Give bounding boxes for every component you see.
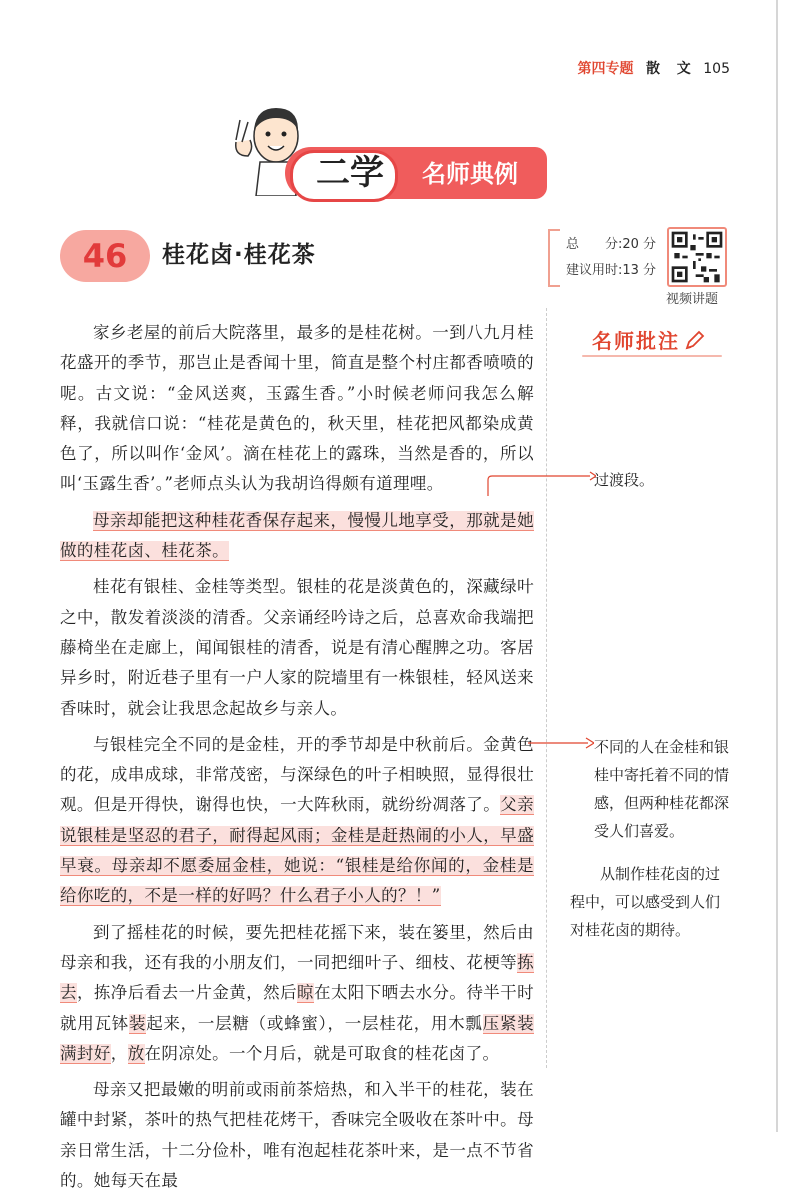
lesson-title: 桂花卤·桂花茶 [162,242,316,268]
paragraph-5-text: 到了摇桂花的时候，要先把桂花摇下来，装在篓里，然后由母亲和我，还有我的小朋友们，一同把细叶子、细枝、花梗等 [60,922,534,972]
sidebar-title-underline [582,355,722,357]
article-body [60,318,534,1202]
lesson-number: 46 [82,237,128,275]
sidebar-title: 名师批注 [592,329,680,353]
paragraph-4-text: 与银桂完全不同的是金桂，开的季节却是中秋前后。金黄色的花，成串成球，非常茂密，与深绿色的叶子相映照，显得很壮观。但是开得快，谢得也快，一大阵秋雨，就纷纷凋落了。 [60,734,534,815]
paragraph-1: 家乡老屋的前后大院落里，最多的是桂花树。一到八九月桂花盛开的季节，那岂止是香闻十里，简直是整个村庄都香喷喷的呢。古文说：“金风送爽，玉露生香。”小时候老师问我怎么解释，我就信口说：“桂花是黄色的，秋天里，桂花把风都染成黄色了，所以叫作‘金风’。滴在桂花上的露珠，当然是香的，所以叫‘玉露生香’。”老师点头认为我胡诌得颇有道理哩。 [60,323,534,494]
paragraph-5 [60,918,534,1069]
verb-mark: 晾 [297,983,314,1003]
qr-code[interactable] [667,227,727,287]
header-section: 散 文 [645,61,697,77]
paragraph-3: 桂花有银桂、金桂等类型。银桂的花是淡黄色的，深藏绿叶之中，散发着淡淡的清香。父亲诵经吟诗之后，总喜欢命我端把藤椅坐在走廊上，闻闻银桂的清香，说是有清心醒脾之功。客居异乡时，附近巷子里有一户人家的院墙里有一株银桂，轻风送来香味时，就会让我思念起故乡与亲人。 [60,577,534,718]
score-box [548,225,728,285]
margin-divider [546,308,547,1068]
paragraph-4 [60,730,534,912]
banner-subtitle: 名师典例 [422,160,518,188]
paragraph-5-text: 在阴凉处。一个月后，就是可取食的桂花卤了。 [144,1043,500,1063]
running-header [577,58,730,78]
sidebar-note-1: 过渡段。 [594,471,655,489]
banner-title: 二学 [316,153,384,193]
page-number: 105 [703,61,730,77]
score-bracket [548,229,560,287]
paragraph-5-text: 在太阳下晒去水分。待半干时就用瓦钵 [60,983,535,1033]
verb-mark: 压紧装满封好 [60,1013,535,1063]
verb-mark: 放 [127,1043,145,1063]
paragraph-5-text: ，拣净后看去一片金黄，然后 [76,983,298,1003]
arrow-right-icon [486,470,596,500]
paragraph-2 [60,506,534,567]
qr-caption: 视频讲题 [666,292,719,307]
suggested-time: 建议用时:13 分 [566,263,657,278]
highlight-transition: 母亲却能把这种桂花香保存起来，慢慢儿地享受，那就是她做的桂花卤、桂花茶。 [60,510,534,561]
header-topic: 第四专题 [577,61,634,77]
verb-mark: 装 [128,1013,147,1033]
sidebar-note-2: 不同的人在金桂和银桂中寄托着不同的情感，但两种桂花都深受人们喜爱。 [594,738,730,840]
paragraph-6: 母亲又把最嫩的明前或雨前茶焙热，和入半干的桂花，装在罐中封紧，茶叶的热气把桂花烤干，香味完全吸收在茶叶中。母亲日常生活，十二分俭朴，唯有泡起桂花茶叶来，是一点不节省的。她每天在最 [60,1080,534,1191]
page-edge [776,0,778,1132]
pen-icon [683,330,705,352]
paragraph-5-text: ， [110,1043,128,1063]
arrow-right-icon [528,736,594,750]
verb-mark: 拣去 [60,952,534,1003]
highlight-contrast: 父亲说银桂是坚忍的君子，耐得起风雨；金桂是赶热闹的小人，早盛早衰。母亲却不愿委屈金桂，她说：“银桂是给你闻的，金桂是给你吃的，不是一样的好吗？什么君子小人的？！” [60,795,534,906]
paragraph-5-text: 起来，一层糖（或蜂蜜），一层桂花，用木瓢 [146,1013,483,1033]
total-score: 总 分:20 分 [566,237,657,252]
sidebar-note-3: 从制作桂花卤的过程中，可以感受到人们对桂花卤的期待。 [570,865,721,939]
